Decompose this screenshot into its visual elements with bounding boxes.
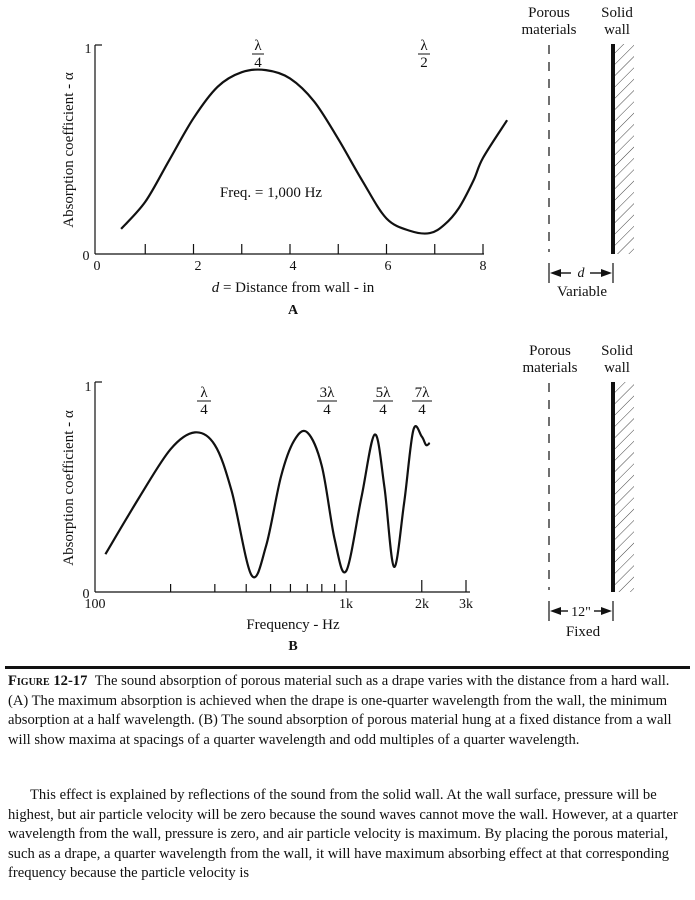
panel-a-xtick-label: 6 xyxy=(384,259,392,274)
panel-a-wall-hatch xyxy=(614,44,634,254)
panel-b-7lambda-quarter xyxy=(412,385,432,418)
panel-a-label: A xyxy=(287,303,299,318)
panel-a-xtick-label: 2 xyxy=(194,259,202,274)
panel-b-porous-label-2: materials xyxy=(522,360,578,376)
panel-a-xlabel-rest: = Distance from wall - in xyxy=(219,280,375,296)
panel-b-porous-label: Porous xyxy=(529,343,571,359)
panel-a-xtick-label: 8 xyxy=(479,259,487,274)
panel-b-x-ticks xyxy=(171,580,466,592)
fraction-numerator: 5λ xyxy=(375,385,391,401)
panel-b-label: B xyxy=(288,639,298,654)
fraction-denominator: 4 xyxy=(418,402,426,418)
panel-b-3lambda-quarter xyxy=(317,385,337,418)
panel-b-curve xyxy=(105,426,429,577)
fraction-denominator: 4 xyxy=(200,402,208,418)
panel-b-xtick-label: 3k xyxy=(459,597,473,612)
fraction-denominator: 4 xyxy=(323,402,331,418)
panel-a-lambda-quarter xyxy=(252,38,264,71)
panel-a-solid-label-2: wall xyxy=(604,22,630,38)
panel-a-ylabel: Absorption coefficient - α xyxy=(61,72,77,228)
body-paragraph: This effect is explained by reflections of the sound from the solid wall. At the wall surface, pressure will be highest, but air particle velocity will be zero because the sound waves cannot move the wall. However, at a quarter wavelength from the wall, pressure is zero, and air particle velocity is maximum. By placing the porous material, such as a drape, a quarter wavelength from the wall, it will have maximum absorbing effect at that corresponding frequency because the particle velocity is xyxy=(8,787,678,881)
panel-a-xlabel xyxy=(212,280,375,296)
body-text xyxy=(8,786,690,884)
caption-text: The sound absorption of porous material such as a drape varies with the distance from a hard wall. (A) The maximum absorption is achieved when the drape is one-quarter wavelength from the wall, the minimum absorption at a half wavelength. (B) The sound absorption of porous material hung at a fixed distance from a wall will show maxima at spacings of a quarter wavelength and odd multiples of a quarter wavelength. xyxy=(8,673,672,748)
panel-a-annotation: Freq. = 1,000 Hz xyxy=(219,185,323,201)
panel-a-lambda-half xyxy=(418,38,430,71)
panel-a-porous-label-2: materials xyxy=(521,22,577,38)
panel-b-ylabel: Absorption coefficient - α xyxy=(61,410,77,566)
arrow-left-icon xyxy=(550,269,561,277)
panel-b-wall-hatch xyxy=(614,382,634,592)
fraction-denominator: 4 xyxy=(254,55,262,71)
fraction-numerator: λ xyxy=(200,385,208,401)
panel-a-dim-label: Variable xyxy=(557,284,607,300)
panel-b-solid-label: Solid xyxy=(601,343,633,359)
panel-a-ytick-0: 0 xyxy=(82,249,90,264)
panel-a-xtick-label: 4 xyxy=(289,259,297,274)
panel-a-curve xyxy=(121,70,507,234)
panel-a-solid-label: Solid xyxy=(601,5,633,21)
fraction-numerator: λ xyxy=(420,38,428,54)
arrow-left-icon xyxy=(550,607,561,615)
panel-a-xtick-label: 0 xyxy=(93,259,101,274)
panel-b-lambda-quarter xyxy=(197,385,211,418)
figure-caption xyxy=(8,672,690,750)
panel-b-dim-label: Fixed xyxy=(565,624,601,640)
panel-b xyxy=(61,343,634,654)
panel-b-xtick-label: 1k xyxy=(339,597,353,612)
panel-b-dim-symbol: 12" xyxy=(571,605,591,620)
panel-a-ytick-1: 1 xyxy=(84,42,92,57)
fraction-numerator: λ xyxy=(254,38,262,54)
panel-a-porous-label: Porous xyxy=(528,5,570,21)
panel-a xyxy=(61,5,634,318)
panel-b-5lambda-quarter xyxy=(373,385,393,418)
panel-b-xtick-label: 2k xyxy=(415,597,429,612)
panel-b-xtick-label: 100 xyxy=(84,597,106,612)
fraction-denominator: 4 xyxy=(379,402,387,418)
panel-b-solid-label-2: wall xyxy=(604,360,630,376)
panel-b-xlabel: Frequency - Hz xyxy=(246,617,340,633)
arrow-right-icon xyxy=(601,607,612,615)
panel-a-xlabel-var: d xyxy=(211,280,220,296)
fraction-numerator: 3λ xyxy=(319,385,335,401)
fraction-numerator: 7λ xyxy=(414,385,430,401)
panel-b-ytick-0: 0 xyxy=(82,587,90,602)
panel-a-x-tick-labels xyxy=(94,259,487,274)
panel-b-ytick-1: 1 xyxy=(84,380,92,395)
panel-a-dim-symbol: d xyxy=(577,266,585,281)
caption-rule xyxy=(5,666,690,669)
figure-label: Figure 12-17 xyxy=(8,673,88,689)
panel-a-x-ticks xyxy=(145,244,483,254)
fraction-denominator: 2 xyxy=(420,55,428,71)
arrow-right-icon xyxy=(601,269,612,277)
